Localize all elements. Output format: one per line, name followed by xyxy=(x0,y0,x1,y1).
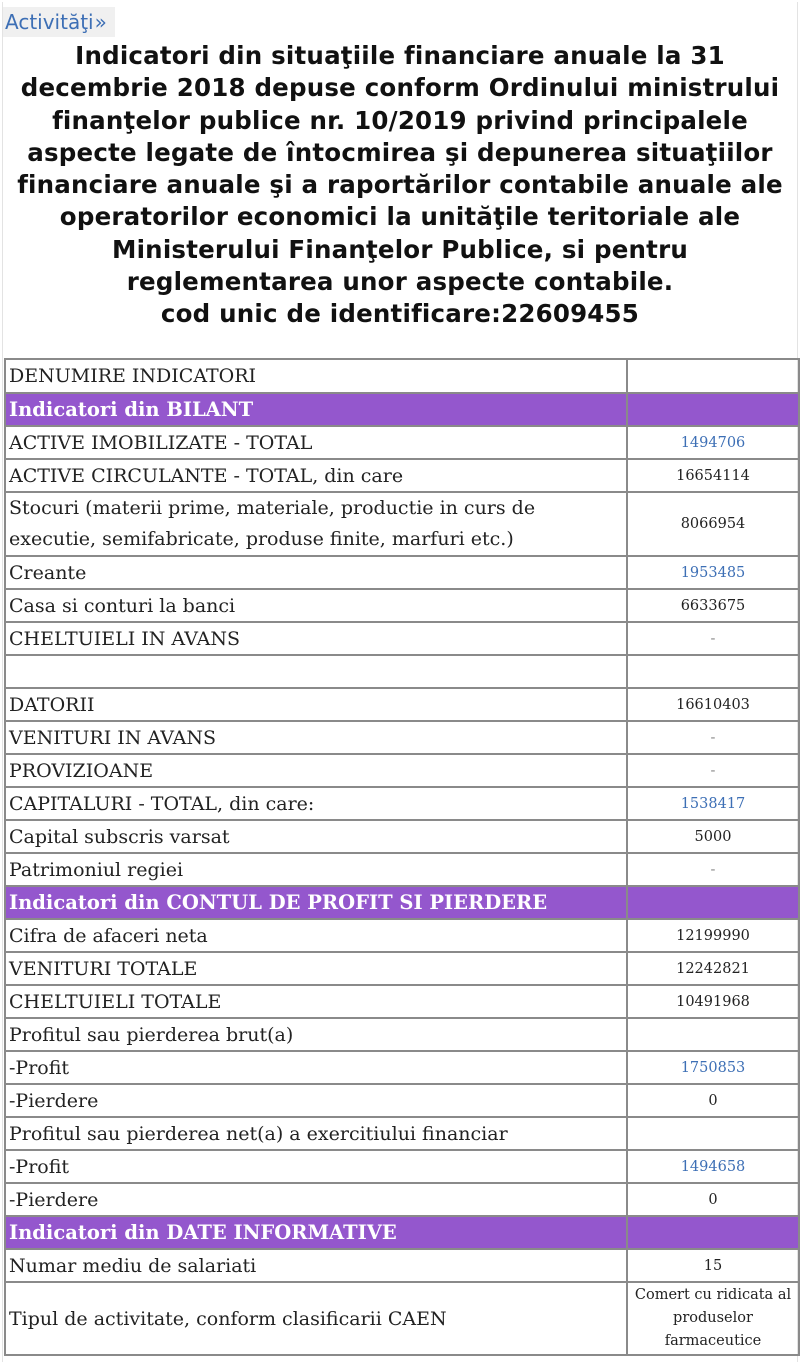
table-row xyxy=(5,1150,799,1183)
indicator-label: Capital subscris varsat xyxy=(5,820,627,853)
indicator-value: 6633675 xyxy=(627,589,799,622)
section-filler xyxy=(627,886,799,919)
indicator-value xyxy=(627,1117,799,1150)
title-line: operatorilor economici la unităţile teritoriale ale xyxy=(59,202,741,232)
table-row-empty xyxy=(5,655,799,688)
section-label: Indicatori din DATE INFORMATIVE xyxy=(5,1216,627,1249)
table-row xyxy=(5,1183,799,1216)
indicator-label: Numar mediu de salariati xyxy=(5,1249,627,1282)
table-row xyxy=(5,1051,799,1084)
indicator-value-link[interactable]: 1953485 xyxy=(627,556,799,589)
indicator-value: 16654114 xyxy=(627,459,799,492)
table-header-label: DENUMIRE INDICATORI xyxy=(5,359,627,393)
title-line: finanţelor publice nr. 10/2019 privind principalele xyxy=(52,105,748,135)
indicator-value: 12199990 xyxy=(627,919,799,952)
section-row xyxy=(5,886,799,919)
indicator-label: ACTIVE IMOBILIZATE - TOTAL xyxy=(5,426,627,459)
table-row xyxy=(5,1282,799,1355)
table-row xyxy=(5,492,799,556)
indicator-value: 12242821 xyxy=(627,952,799,985)
table-row xyxy=(5,622,799,655)
table-row xyxy=(5,1117,799,1150)
table-row xyxy=(5,721,799,754)
table-header-row xyxy=(5,359,799,393)
indicator-label: -Profit xyxy=(5,1150,627,1183)
table-row xyxy=(5,820,799,853)
indicator-value-link[interactable]: 1538417 xyxy=(627,787,799,820)
indicator-label: Stocuri (materii prime, materiale, productie in curs de executie, semifabricate, produse finite, marfuri etc.) xyxy=(5,492,627,556)
indicator-label: Patrimoniul regiei xyxy=(5,853,627,886)
section-label: Indicatori din BILANT xyxy=(5,393,627,426)
section-row xyxy=(5,393,799,426)
title-line: decembrie 2018 depuse conform Ordinului ministrului xyxy=(20,73,780,103)
indicator-value: 15 xyxy=(627,1249,799,1282)
table-row xyxy=(5,1018,799,1051)
indicator-label: CAPITALURI - TOTAL, din care: xyxy=(5,787,627,820)
title-line: Indicatori din situaţiile financiare anuale la 31 xyxy=(75,41,725,70)
indicator-label: PROVIZIOANE xyxy=(5,754,627,787)
indicator-label xyxy=(5,655,627,688)
title-line: financiare anuale şi a raportărilor contabile anuale ale xyxy=(17,170,783,200)
title-line: aspecte legate de întocmirea şi depunerea situaţiilor xyxy=(27,137,773,167)
breadcrumb-link-activitati[interactable]: Activităţi xyxy=(5,10,94,34)
breadcrumb xyxy=(3,7,115,37)
section-row xyxy=(5,1216,799,1249)
table-header-value xyxy=(627,359,799,393)
table-row xyxy=(5,426,799,459)
indicator-value: - xyxy=(627,754,799,787)
title-line-cui: cod unic de identificare:22609455 xyxy=(160,299,640,329)
indicator-label: Casa si conturi la banci xyxy=(5,589,627,622)
table-row xyxy=(5,688,799,721)
indicator-value: Comert cu ridicata al produselor farmaceutice xyxy=(627,1282,799,1355)
indicator-value xyxy=(627,1018,799,1051)
indicator-label: Profitul sau pierderea brut(a) xyxy=(5,1018,627,1051)
section-label: Indicatori din CONTUL DE PROFIT SI PIERDERE xyxy=(5,886,627,919)
table-row xyxy=(5,787,799,820)
indicator-value: 5000 xyxy=(627,820,799,853)
indicator-value: 0 xyxy=(627,1084,799,1117)
indicator-value-link[interactable]: 1494706 xyxy=(627,426,799,459)
indicator-value: 16610403 xyxy=(627,688,799,721)
page-title xyxy=(0,40,800,331)
indicator-label: VENITURI TOTALE xyxy=(5,952,627,985)
indicator-value-link[interactable]: 1494658 xyxy=(627,1150,799,1183)
indicator-label: DATORII xyxy=(5,688,627,721)
table-row xyxy=(5,1249,799,1282)
table-row xyxy=(5,459,799,492)
table-row xyxy=(5,952,799,985)
table-row xyxy=(5,1084,799,1117)
table-row xyxy=(5,556,799,589)
indicator-label: -Pierdere xyxy=(5,1084,627,1117)
indicator-value: 0 xyxy=(627,1183,799,1216)
table-row xyxy=(5,919,799,952)
indicator-label: VENITURI IN AVANS xyxy=(5,721,627,754)
indicators-table xyxy=(4,358,800,1356)
indicator-value: 10491968 xyxy=(627,985,799,1018)
indicator-value-link[interactable]: 1750853 xyxy=(627,1051,799,1084)
indicator-value: 8066954 xyxy=(627,492,799,556)
title-line: reglementarea unor aspecte contabile. xyxy=(126,267,674,297)
table-row xyxy=(5,754,799,787)
indicator-label: ACTIVE CIRCULANTE - TOTAL, din care xyxy=(5,459,627,492)
indicator-value: - xyxy=(627,853,799,886)
indicator-label: -Pierdere xyxy=(5,1183,627,1216)
indicator-label: Creante xyxy=(5,556,627,589)
indicator-label: Profitul sau pierderea net(a) a exercitiului financiar xyxy=(5,1117,627,1150)
indicator-label: Cifra de afaceri neta xyxy=(5,919,627,952)
section-filler xyxy=(627,1216,799,1249)
title-line: Ministerului Finanţelor Publice, si pentru xyxy=(112,234,688,264)
breadcrumb-separator: » xyxy=(94,10,107,34)
indicator-value: - xyxy=(627,721,799,754)
table-row xyxy=(5,589,799,622)
indicator-label: -Profit xyxy=(5,1051,627,1084)
table-row xyxy=(5,985,799,1018)
indicator-label: CHELTUIELI IN AVANS xyxy=(5,622,627,655)
section-filler xyxy=(627,393,799,426)
table-row xyxy=(5,853,799,886)
indicator-label: CHELTUIELI TOTALE xyxy=(5,985,627,1018)
indicator-value: - xyxy=(627,622,799,655)
indicator-value xyxy=(627,655,799,688)
indicator-label: Tipul de activitate, conform clasificarii CAEN xyxy=(5,1282,627,1355)
